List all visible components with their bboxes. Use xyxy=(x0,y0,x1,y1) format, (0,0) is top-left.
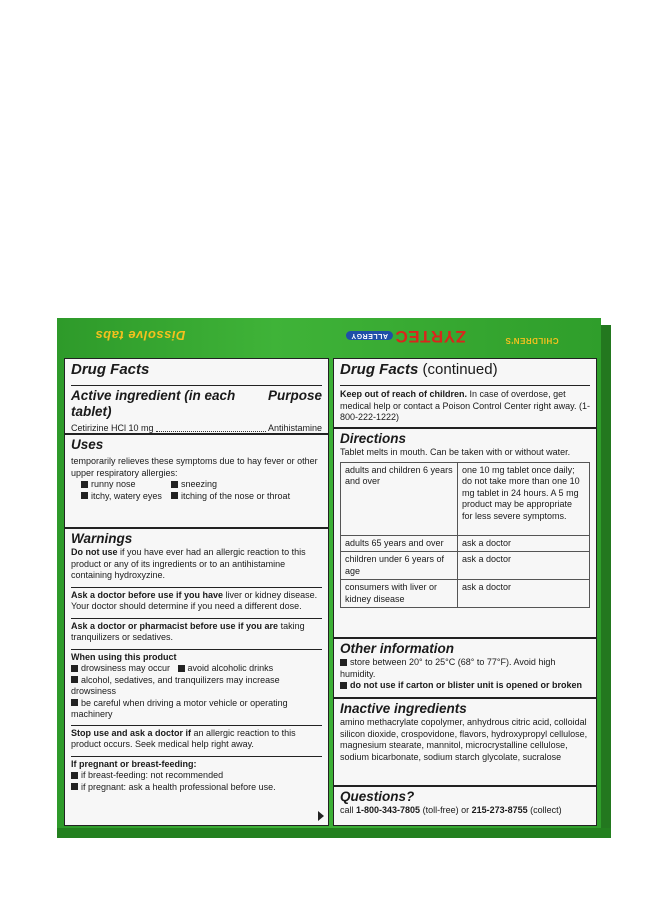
purpose-heading: Purpose xyxy=(267,388,322,403)
inactive-ingredients-section xyxy=(334,699,596,787)
when-using-warning: When using this product drowsiness may occur avoid alcoholic drinks alcohol, sedatives, and tranquilizers may increase drowsiness be careful when driving a motor vehicle or operating machinery xyxy=(71,649,322,721)
questions-section xyxy=(334,787,596,827)
ask-pharmacist-warning: Ask a doctor or pharmacist before use if you are taking tranquilizers or sedatives. xyxy=(71,618,322,644)
stop-use-warning: Stop use and ask a doctor if an allergic reaction to this product occurs. Seek medical help right away. xyxy=(71,725,322,751)
pregnancy-warning: If pregnant or breast-feeding: if breast-feeding: not recommended if pregnant: ask a health professional before use. xyxy=(71,756,322,794)
ask-doctor-warning: Ask a doctor before use if you have liver or kidney disease. Your doctor should determine if you need a different dose. xyxy=(71,587,322,613)
active-ingredient-heading: Active ingredient (in each tablet) xyxy=(71,388,236,419)
other-info-item: do not use if carton or blister unit is opened or broken xyxy=(340,680,590,692)
directions-table xyxy=(340,462,590,609)
use-item: itchy, watery eyes xyxy=(81,491,171,503)
directions-intro: Tablet melts in mouth. Can be taken with or without water. xyxy=(340,447,571,457)
box-side xyxy=(601,325,611,838)
allergy-badge: ALLERGY xyxy=(346,331,393,340)
active-ingredient-section xyxy=(65,359,328,435)
continue-arrow-icon xyxy=(318,811,324,821)
inactive-ingredients-heading: Inactive ingredients xyxy=(340,701,467,716)
other-information-heading: Other information xyxy=(340,641,454,656)
active-ingredient: Cetirizine HCl 10 mg xyxy=(71,423,154,433)
do-not-use-warning: Do not use if you have ever had an allergic reaction to this product or any of its ingredients or to an antihistamine containing hydroxyzine. xyxy=(71,547,306,580)
other-information-section xyxy=(334,639,596,699)
uses-section xyxy=(65,435,328,529)
table-row: consumers with liver or kidney disease ask a doctor xyxy=(341,580,590,608)
uses-text: temporarily relieves these symptoms due to hay fever or other upper respiratory allergies: xyxy=(71,456,318,478)
questions-heading: Questions? xyxy=(340,789,415,804)
zyrtec-sub-logo: CHILDREN'S xyxy=(505,336,559,345)
use-item: sneezing xyxy=(171,479,322,491)
keep-out-section xyxy=(334,359,596,429)
drug-facts-left-panel xyxy=(64,358,329,826)
drug-facts-title: Drug Facts xyxy=(71,361,150,378)
keep-out-text: Keep out of reach of children. In case of overdose, get medical help or contact a Poison Control Center right away. (1-800-222-1222) xyxy=(340,385,590,424)
use-item: runny nose xyxy=(81,479,171,491)
table-row: children under 6 years of age ask a doctor xyxy=(341,552,590,580)
zyrtec-logo: ZYRTEC xyxy=(395,327,466,346)
warnings-section xyxy=(65,529,328,827)
directions-section xyxy=(334,429,596,639)
drug-facts-continued-title: Drug Facts (continued) xyxy=(340,361,498,378)
dissolve-tabs-text: Dissolve tabs xyxy=(95,328,186,343)
uses-heading: Uses xyxy=(71,437,104,452)
use-item: itching of the nose or throat xyxy=(171,491,322,503)
table-row: adults 65 years and over ask a doctor xyxy=(341,535,590,552)
questions-text: call 1-800-343-7805 (toll-free) or 215-273-8755 (collect) xyxy=(340,805,562,815)
other-info-item: store between 20° to 25°C (68° to 77°F). Avoid high humidity. xyxy=(340,657,556,679)
drug-facts-right-panel xyxy=(333,358,597,826)
warnings-heading: Warnings xyxy=(71,531,133,546)
inactive-ingredients-text: amino methacrylate copolymer, anhydrous citric acid, colloidal silicon dioxide, crospovidone, flavors, hydroxypropyl cellulose, magnesium stearate, mannitol, microcrystalline cellulose, sodium bicarbonate, sodium starch glycolate, sucralose xyxy=(340,717,588,762)
table-row: adults and children 6 years and over one 10 mg tablet once daily; do not take more than one 10 mg tablet in 24 hours. A 5 mg product may be appropriate for less severe symptoms. xyxy=(341,462,590,535)
directions-heading: Directions xyxy=(340,431,407,446)
purpose: Antihistamine xyxy=(267,423,322,433)
box-bottom-edge xyxy=(57,828,611,838)
